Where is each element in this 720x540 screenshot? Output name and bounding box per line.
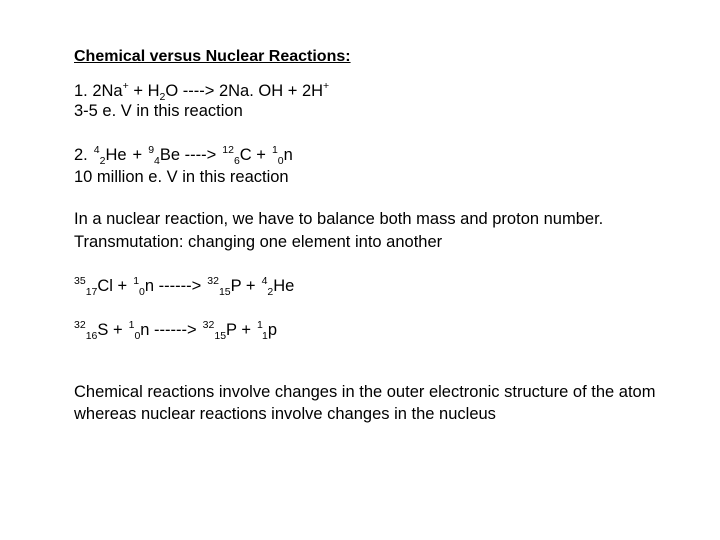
conclusion-paragraph: Chemical reactions involve changes in the outer electronic structure of the atom whereas nuclear reactions involve changes in the nucleus [74,383,656,423]
be-symbol: Be ----> [159,146,217,164]
n-symbol: n [283,146,293,164]
h-subscript: 2 [159,91,166,103]
s-symbol: S + [97,321,123,339]
cl-number: 17 [85,286,98,298]
proton-mass: 1 [256,319,263,331]
na-charge: + [122,80,129,92]
slide-title: Chemical versus Nuclear Reactions: [74,48,351,65]
reaction-4-equation [74,320,277,340]
n-number: 0 [277,155,284,167]
reaction-3-equation [74,276,294,296]
proton-number: 1 [262,330,268,342]
n-symbol: n ------> [144,277,202,295]
n-number: 0 [139,286,145,298]
c-mass: 12 [222,144,234,156]
note-line-2: Transmutation: changing one element into another [74,233,443,251]
p-symbol: P + [230,277,256,295]
n-symbol: n ------> [140,321,197,339]
n-number: 0 [134,330,141,342]
cl-mass: 35 [74,275,86,287]
cl-symbol: Cl + [97,277,128,295]
reaction-1-h2o-start: + H [128,82,160,100]
p-number: 15 [218,286,231,298]
reaction-1-equation [74,81,329,101]
p-symbol: P + [226,321,251,339]
reaction-2-equation [74,145,293,165]
he-mass: 4 [93,144,100,156]
he-number: 2 [99,155,106,167]
n-mass: 1 [133,275,140,287]
reaction-1-mid: O ----> 2Na. OH + 2H [165,82,324,100]
c-number: 6 [233,155,240,167]
he-mass: 4 [261,275,268,287]
h-charge: + [323,80,330,92]
p-number: 15 [214,330,227,342]
s-mass: 32 [74,319,86,331]
c-symbol: C + [239,146,266,164]
n-mass: 1 [128,319,135,331]
p-mass: 32 [202,319,215,331]
note-line-1: In a nuclear reaction, we have to balance both mass and proton number. [74,210,604,228]
p-mass: 32 [207,275,219,287]
he-symbol: He [105,146,127,164]
he-number: 2 [267,286,274,298]
n-mass: 1 [271,144,278,156]
reaction-1-energy: 3-5 e. V in this reaction [74,102,243,120]
s-number: 16 [85,330,98,342]
reaction-1-prefix: 1. 2Na [74,82,123,100]
he-symbol: He [273,277,295,295]
reaction-2-energy: 10 million e. V in this reaction [74,168,289,186]
be-number: 4 [154,155,160,167]
reaction-2-prefix: 2. [74,146,88,164]
proton-symbol: p [267,321,278,339]
plus-sign: + [132,146,143,164]
be-mass: 9 [148,144,155,156]
